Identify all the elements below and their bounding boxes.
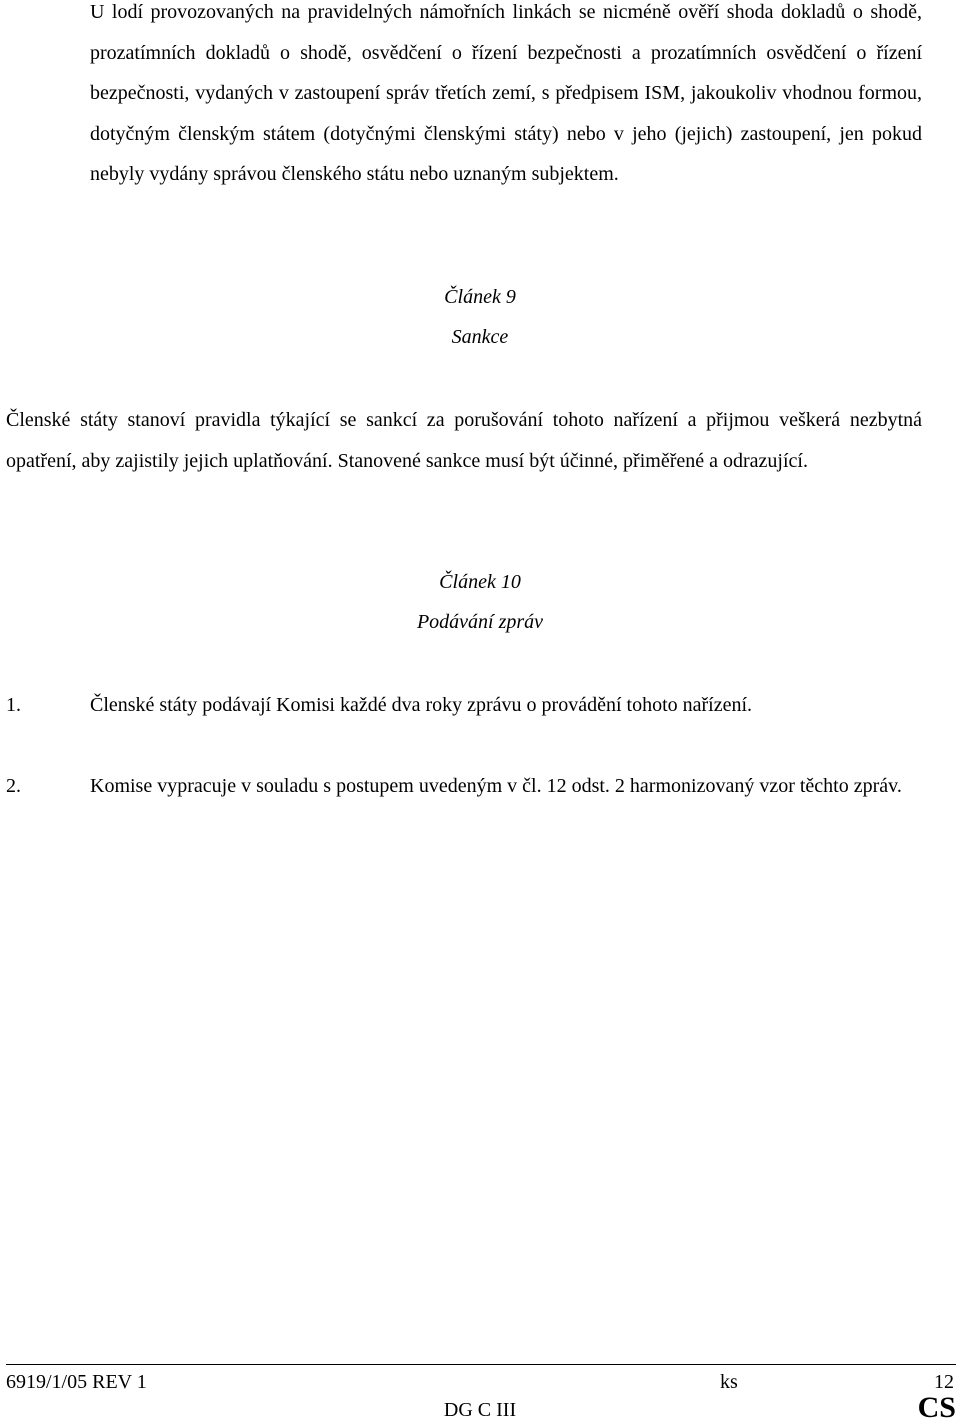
footer-divider bbox=[6, 1364, 956, 1365]
article-10-number: Článek 10 bbox=[439, 571, 521, 593]
footer-initials: ks bbox=[720, 1371, 738, 1393]
article-10-title: Podávání zpráv bbox=[416, 611, 544, 633]
footer-directorate: DG C III bbox=[443, 1399, 517, 1421]
footer-document-reference: 6919/1/05 REV 1 bbox=[6, 1371, 147, 1393]
article-9-text: Členské státy stanoví pravidla týkající se sankcí za porušování tohoto nařízení a přijmou veškerá nezbytná opatření, aby zajistily jejich uplatňování. Stanovené sankce musí být účinné, přiměřené a odrazující. bbox=[6, 409, 922, 472]
article-9-title: Sankce bbox=[451, 326, 509, 348]
footer-page-number: 12 bbox=[934, 1371, 954, 1393]
footer-language-code: CS bbox=[917, 1391, 956, 1424]
list-item-text: Členské státy podávají Komisi každé dva roky zprávu o provádění tohoto nařízení. bbox=[90, 694, 753, 716]
list-item-number: 1. bbox=[6, 694, 21, 716]
list-item-number: 2. bbox=[6, 775, 21, 797]
list-item-text: Komise vypracuje v souladu s postupem uvedeným v čl. 12 odst. 2 harmonizovaný vzor těchto zpráv. bbox=[90, 775, 902, 797]
intro-paragraph: U lodí provozovaných na pravidelných námořních linkách se nicméně ověří shoda dokladů o shodě, prozatímních dokladů o shodě, osvědčení o řízení bezpečnosti a prozatímních osvědčení o řízení bezpečnosti, vydaných v zastoupení správ třetích zemí, s předpisem ISM, jakoukoliv vhodnou formou, dotyčným členským státem (dotyčnými členskými státy) nebo v jeho (jejich) zastoupení, jen pokud nebyly vydány správou členského státu nebo uznaným subjektem. bbox=[90, 1, 922, 185]
article-9-number: Článek 9 bbox=[444, 286, 516, 308]
